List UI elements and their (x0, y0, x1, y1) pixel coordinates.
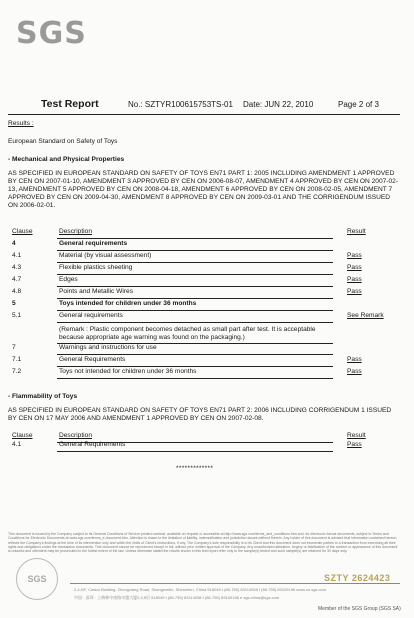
result-cell: Pass (347, 368, 362, 375)
header-separator (57, 238, 333, 239)
row-separator (57, 354, 333, 355)
description-cell: Material (by visual assessment) (59, 252, 152, 259)
description-cell: General requirements (59, 240, 128, 247)
row-separator (57, 286, 333, 287)
result-cell: Pass (347, 356, 362, 363)
mechanical-section-title: - Mechanical and Physical Properties (8, 156, 125, 163)
clause-cell: 4.3 (12, 264, 22, 271)
description-cell: Toys intended for children under 36 months (59, 300, 197, 307)
clause-cell: 5.1 (12, 312, 22, 319)
footer-address-chinese: 中国 · 深圳 · 上梅林中康路卓越大厦2,4,5层 518049 t (86-755) 83114058 f (86-755) 83109196 e sgs.china@sgs.com (74, 595, 280, 600)
clause-cell: 4 (12, 240, 16, 247)
description-cell: General Requirements (59, 441, 126, 448)
result-cell: Pass (347, 276, 362, 283)
results-label: Results : (8, 120, 34, 127)
description-cell: Warnings and instructions for use (59, 344, 157, 351)
clause-header: Clause (12, 228, 33, 235)
header-rule (8, 114, 400, 115)
page-number: Page 2 of 3 (338, 100, 379, 109)
result-cell: Pass (347, 252, 362, 259)
clause-cell: 4.1 (12, 441, 22, 448)
report-number: No.: SZTYR100615753TS-01 (128, 100, 233, 109)
flammability-standard-paragraph: AS SPECIFIED IN EUROPEAN STANDARD ON SAFETY OF TOYS EN71 PART 2: 2006 INCLUDING CORRIGENDUM 1 ISSUED BY CEN ON 17 MAY 2006 AND AMENDMENT 1 APPROVED BY CEN ON 2007-02-08. (8, 407, 392, 422)
row-separator (57, 366, 333, 367)
report-date: Date: JUN 22, 2010 (243, 100, 314, 109)
clause-cell: 7.1 (12, 356, 22, 363)
end-of-report-stars: ************* (176, 465, 214, 472)
serial-number: SZTY 2624423 (324, 573, 391, 583)
description-cell: General Requirements (59, 356, 126, 363)
footer-disclaimer: This document is issued by the Company subject to its General Conditions of Service printed overleaf, available on request or accessible at http://www.sgs.com/terms_and_conditions.htm and, for electronic format documents, subject to Terms and Conditions for Electronic Documents at www.sgs.com/terms_e-document.htm. Attention is drawn to the limitation of liability, indemnification and jurisdiction issues defined therein. Any holder of this document is advised that information contained hereon reflects the Company's findings at the time of its intervention only and within the limits of Client's instructions, if any. The Company's sole responsibility is to its Client and this document does not exonerate parties to a transaction from exercising all their rights and obligations under the transaction documents. This document cannot be reproduced except in full, without prior written approval of the Company. Any unauthorized alteration, forgery or falsification of the content or appearance of this document is unlawful and offenders may be prosecuted to the fullest extent of the law. Unless otherwise stated the results shown in this test report refer only to the sample(s) tested and such sample(s) are retained for 30 days only. (8, 532, 398, 554)
description-cell: Toys not intended for children under 36 months (59, 368, 197, 375)
clause-header: Clause (12, 432, 33, 439)
row-separator (57, 274, 333, 275)
result-header: Result (347, 432, 366, 439)
flammability-section-title: - Flammability of Toys (8, 393, 78, 400)
description-header: Description (59, 432, 92, 439)
clause-cell: 4.7 (12, 276, 22, 283)
row-separator (57, 322, 333, 323)
result-cell: Pass (347, 441, 362, 448)
sgs-group-membership: Member of the SGS Group (SGS SA) (318, 606, 401, 612)
sgs-logo: SGS (16, 16, 87, 51)
standard-name: European Standard on Safety of Toys (8, 138, 118, 145)
clause-cell: 4.8 (12, 288, 22, 295)
row-separator (57, 250, 333, 251)
description-cell: Flexible plastics sheeting (59, 264, 133, 271)
description-cell: Edges (59, 276, 78, 283)
row-separator (57, 298, 333, 299)
clause-cell: 4.1 (12, 252, 22, 259)
result-cell: Pass (347, 264, 362, 271)
description-cell: General requirements (59, 312, 123, 319)
remark-text: (Remark : Plastic component becomes detached as small part after test. It is acceptable because appropriate age warning was found on the packaging.) (59, 326, 316, 341)
description-cell: Points and Metallic Wires (59, 288, 134, 295)
description-header: Description (59, 228, 92, 235)
row-separator (57, 378, 333, 379)
row-separator (57, 310, 333, 311)
row-separator (57, 451, 333, 452)
clause-cell: 7.2 (12, 368, 22, 375)
clause-cell: 7 (12, 344, 16, 351)
sgs-seal-stamp: SGS (16, 558, 58, 600)
footer-address: 2,4,5/F, Castor Building, Zhongxiang Road, Shangmeilin, Shenzhen, China 518049 t (86-755) 83114058 f (86-755) 83109196 www.cn.sgs.com (74, 587, 327, 592)
report-title: Test Report (41, 98, 99, 110)
clause-cell: 5 (12, 300, 16, 307)
footer-rule (70, 583, 400, 584)
mechanical-standard-paragraph: AS SPECIFIED IN EUROPEAN STANDARD ON SAFETY OF TOYS EN71 PART 1: 2005 INCLUDING AMENDMENT 1 APPROVED BY CEN ON 2007-01-10, AMENDMENT 3 APPROVED BY CEN ON 2006-08-07, AMENDMENT 4 APPROVED BY CEN ON 2007-02-13, AMENDMENT 5 APPROVED BY CEN ON 2008-04-18, AMENDMENT 6 APPROVED BY CEN ON 2008-02-05, AMENDMENT 7 APPROVED BY CEN ON 2009-04-30, AMENDMENT 8 APPROVED BY CEN ON 2009-03-01 AND THE CORRIGENDUM ISSUED ON 2006-02-01. (8, 170, 399, 209)
result-cell: See Remark (347, 312, 384, 319)
result-header: Result (347, 228, 366, 235)
row-separator (57, 262, 333, 263)
result-cell: Pass (347, 288, 362, 295)
